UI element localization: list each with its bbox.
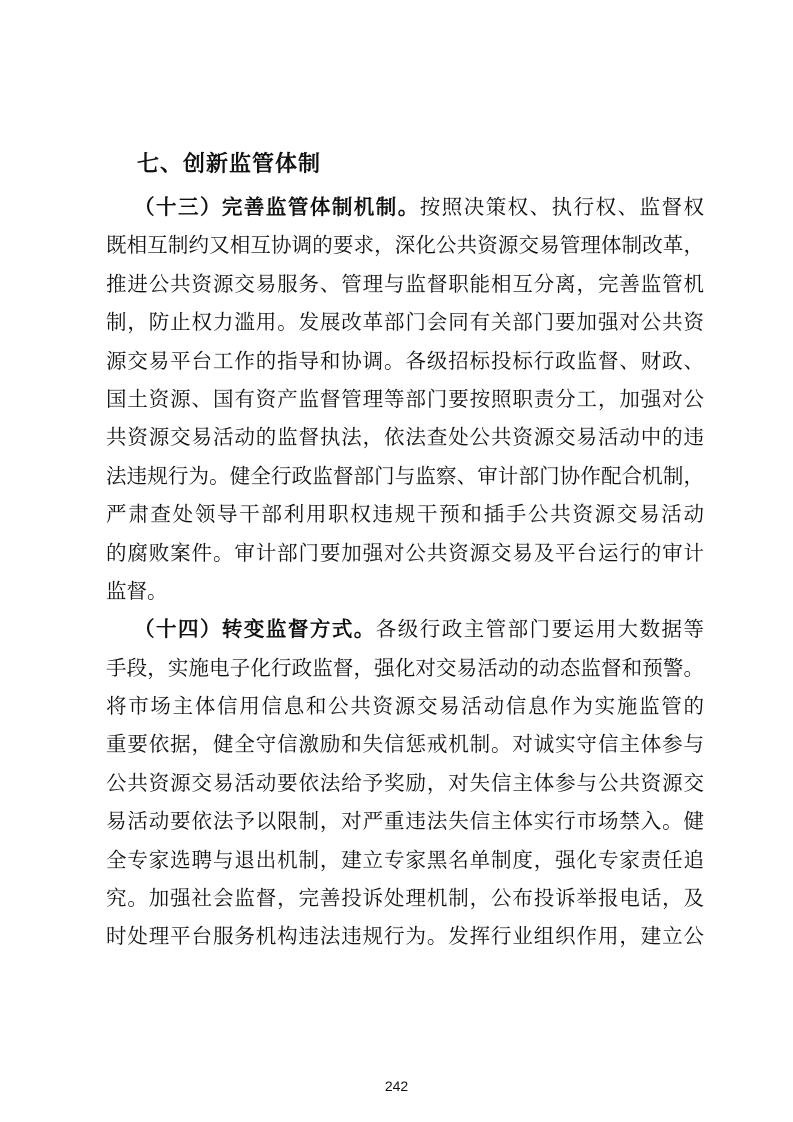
section-title: 七、创新监管体制 — [137, 152, 322, 177]
paragraph-line: 时处理平台服务机构违法违规行为。发挥行业组织作用，建立公 — [106, 924, 704, 949]
paragraph-14-heading: （十四）转变监督方式。 — [134, 617, 376, 642]
paragraph-line: 源交易平台工作的指导和协调。各级招标投标行政监督、财政、 — [106, 348, 704, 373]
paragraph-line: 将市场主体信用信息和公共资源交易活动信息作为实施监管的 — [106, 694, 704, 719]
paragraph-line: 制，防止权力滥用。发展改革部门会同有关部门要加强对公共资 — [106, 310, 704, 335]
page-number: 242 — [384, 1078, 409, 1094]
paragraph-line: 重要依据，健全守信激励和失信惩戒机制。对诚实守信主体参与 — [106, 732, 704, 757]
paragraph-line: 国土资源、国有资产监督管理等部门要按照职责分工，加强对公 — [106, 386, 704, 411]
paragraph-13-heading: （十三）完善监管体制机制。 — [134, 195, 420, 219]
paragraph-line: 手段，实施电子化行政监督，强化对交易活动的动态监督和预警。 — [106, 655, 704, 680]
paragraph-line: 公共资源交易活动要依法给予奖励，对失信主体参与公共资源交 — [106, 770, 704, 795]
paragraph-line: 共资源交易活动的监督执法，依法查处公共资源交易活动中的违 — [106, 425, 704, 450]
paragraph-line: 严肃查处领导干部利用职权违规干预和插手公共资源交易活动 — [106, 502, 704, 527]
paragraph-14-line-1 — [106, 610, 704, 648]
paragraph-14-text: 各级行政主管部门要运用大数据等 — [375, 617, 704, 642]
paragraph-13-line-1 — [106, 188, 704, 226]
paragraph-line: 推进公共资源交易服务、管理与监督职能相互分离，完善监管机 — [106, 271, 704, 296]
paragraph-line: 监督。 — [106, 578, 168, 603]
paragraph-13-text: 按照决策权、执行权、监督权 — [419, 195, 704, 219]
paragraph-line: 全专家选聘与退出机制，建立专家黑名单制度，强化专家责任追 — [106, 847, 704, 872]
body-text — [106, 188, 704, 956]
paragraph-line: 易活动要依法予以限制，对严重违法失信主体实行市场禁入。健 — [106, 809, 704, 834]
paragraph-line: 法违规行为。健全行政监督部门与监察、审计部门协作配合机制， — [106, 463, 704, 488]
paragraph-line: 究。加强社会监督，完善投诉处理机制，公布投诉举报电话，及 — [106, 886, 704, 911]
paragraph-line: 既相互制约又相互协调的要求，深化公共资源交易管理体制改革， — [106, 233, 704, 258]
paragraph-line: 的腐败案件。审计部门要加强对公共资源交易及平台运行的审计 — [106, 540, 704, 565]
